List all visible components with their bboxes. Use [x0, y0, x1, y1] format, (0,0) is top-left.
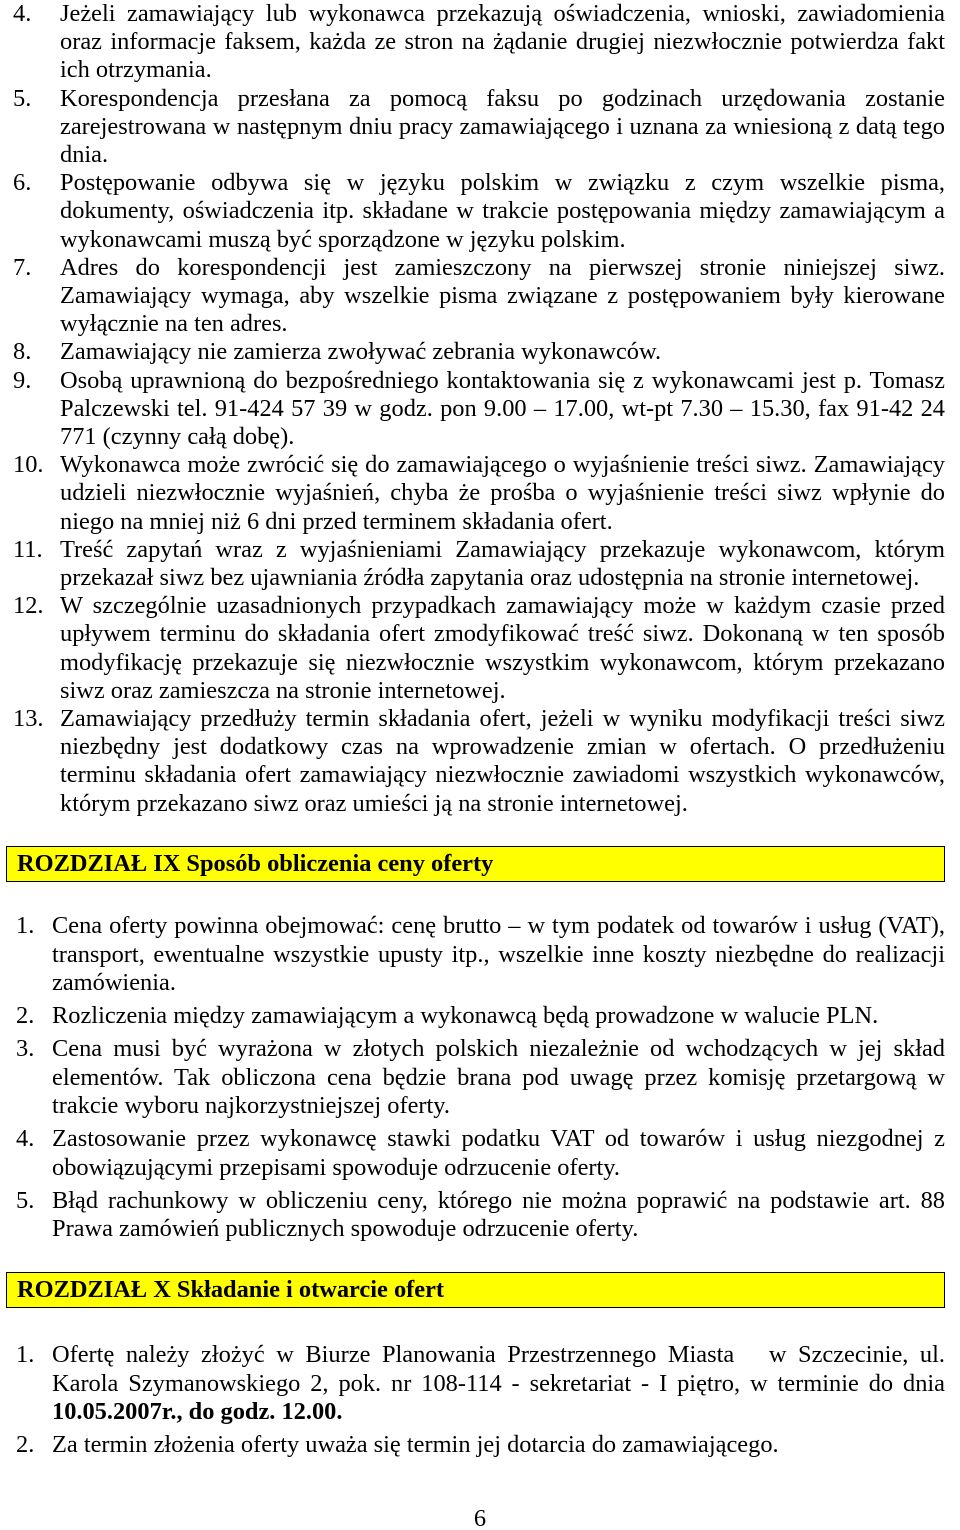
- item-number: 6.: [13, 169, 32, 197]
- item-text: Cena musi być wyrażona w złotych polskich niezależnie od wchodzących w jej skład elementów. Tak obliczona cena będzie brana pod uwagę przez komisję przetargową w trakcie wyboru najkorzystniejszej oferty.: [52, 1035, 945, 1119]
- list-item: [13, 367, 945, 452]
- list-item: [16, 1341, 952, 1427]
- page-number: 6: [473, 1505, 487, 1530]
- list-item: [13, 705, 945, 818]
- list-item: [13, 451, 945, 536]
- item-text: Za termin złożenia oferty uważa się termin jej dotarcia do zamawiającego.: [52, 1431, 779, 1458]
- item-number: 3.: [16, 1035, 35, 1062]
- item-text: Cena oferty powinna obejmować: cenę brutto – w tym podatek od towarów i usług (VAT), transport, ewentualne wszystkie upusty itp., wszelkie inne koszty niezbędne do realizacji zamówienia.: [52, 912, 945, 996]
- item-text: Rozliczenia między zamawiającym a wykonawcą będą prowadzone w walucie PLN.: [52, 1002, 879, 1029]
- item-number: 12.: [13, 592, 44, 620]
- item-text: Jeżeli zamawiający lub wykonawca przekazują oświadczenia, wnioski, zawiadomienia oraz informacje faksem, każda ze stron na żądanie drugiej niezwłocznie potwierdza fakt ich otrzymania.: [60, 0, 945, 84]
- item-text-main: Ofertę należy złożyć w Biurze Planowania Przestrzennego Miasta w Szczecinie, ul. Karola Szymanowskiego 2, pok. nr 108-114 - sekretariat - I piętro, w terminie do dnia: [52, 1341, 952, 1397]
- item-number: 11.: [13, 535, 43, 563]
- chapter-ix-heading: [6, 846, 945, 882]
- item-text: Błąd rachunkowy w obliczeniu ceny, którego nie można poprawić na podstawie art. 88 Prawa zamówień publicznych spowoduje odrzucenie oferty.: [52, 1186, 945, 1242]
- list-item: [13, 169, 945, 254]
- item-text: Postępowanie odbywa się w języku polskim w związku z czym wszelkie pisma, dokumenty, oświadczenia itp. składane w trakcie postępowania między zamawiającym a wykonawcami muszą być sporządzone w języku polskim.: [60, 169, 945, 253]
- intro-list: [13, 0, 945, 818]
- list-item: [13, 254, 945, 339]
- item-number: 10.: [13, 451, 44, 479]
- list-item: [16, 912, 945, 998]
- item-number: 5.: [13, 84, 32, 112]
- item-text: Zamawiający nie zamierza zwoływać zebrania wykonawców.: [60, 338, 662, 366]
- item-number: 7.: [13, 253, 32, 281]
- item-number: 4.: [16, 1125, 35, 1152]
- chapter-x-heading: [6, 1272, 945, 1308]
- chapter-heading-text: ROZDZIAŁ X Składanie i otwarcie ofert: [17, 1276, 445, 1303]
- list-item: [16, 1125, 945, 1182]
- list-item: [16, 1431, 945, 1460]
- item-text: Korespondencja przesłana za pomocą faksu po godzinach urzędowania zostanie zarejestrowana w następnym dniu pracy zamawiającego i uznana za wniesioną z datą tego dnia.: [60, 84, 945, 169]
- list-item: [16, 1002, 945, 1031]
- item-text: Treść zapytań wraz z wyjaśnieniami Zamawiający przekazuje wykonawcom, którym przekazał siwz bez ujawniania źródła zapytania oraz udostępnia na stronie internetowej.: [60, 535, 945, 592]
- item-number: 1.: [16, 912, 35, 939]
- item-number: 8.: [13, 338, 32, 366]
- item-text: Wykonawca może zwrócić się do zamawiającego o wyjaśnienie treści siwz. Zamawiający udzieli niezwłocznie wyjaśnień, chyba że prośba o wyjaśnienie treści siwz wpłynie do niego na mniej niż 6 dni przed terminem składania ofert.: [60, 451, 945, 535]
- item-text: Adres do korespondencji jest zamieszczony na pierwszej stronie niniejszej siwz. Zamawiający wymaga, aby wszelkie pisma związane z postępowaniem były kierowane wyłącznie na ten adres.: [60, 253, 945, 338]
- item-number: 5.: [16, 1186, 35, 1214]
- chapter-x-list: [16, 1341, 952, 1464]
- item-text: Osobą uprawnioną do bezpośredniego kontaktowania się z wykonawcami jest p. Tomasz Palczewski tel. 91-424 57 39 w godz. pon 9.00 – 17.00, wt-pt 7.30 – 15.30, fax 91-42 24 771 (czynny całą dobę).: [60, 366, 945, 451]
- item-text: W szczególnie uzasadnionych przypadkach zamawiający może w każdym czasie przed upływem terminu do składania ofert zmodyfikować treść siwz. Dokonaną w ten sposób modyfikację przekazuje się niezwłocznie wszystkim wykonawcom, którym przekazano siwz oraz zamieszcza na stronie internetowej.: [60, 592, 945, 704]
- item-text: Zastosowanie przez wykonawcę stawki podatku VAT od towarów i usług niezgodnej z obowiązującymi przepisami spowoduje odrzucenie oferty.: [52, 1125, 945, 1181]
- item-text: [52, 1341, 952, 1427]
- list-item: [13, 0, 945, 85]
- list-item: [13, 536, 945, 592]
- chapter-ix-list: [16, 912, 945, 1248]
- item-number: 2.: [16, 1431, 35, 1458]
- list-item: [13, 592, 945, 705]
- chapter-heading-text: ROZDZIAŁ IX Sposób obliczenia ceny oferty: [17, 850, 494, 877]
- item-number: 1.: [16, 1341, 35, 1368]
- item-number: 9.: [13, 366, 32, 394]
- item-number: 4.: [13, 0, 32, 27]
- list-item: [13, 338, 945, 366]
- list-item: [13, 85, 945, 170]
- list-item: [16, 1035, 945, 1121]
- list-item: [16, 1187, 945, 1244]
- item-number: 2.: [16, 1002, 35, 1029]
- item-text: Zamawiający przedłuży termin składania ofert, jeżeli w wyniku modyfikacji treści siwz niezbędny jest dodatkowy czas na wprowadzenie zmian w ofertach. O przedłużeniu terminu składania ofert zamawiający niezwłocznie zawiadomi wszystkich wykonawców, którym przekazano siwz oraz umieści ją na stronie internetowej.: [60, 705, 945, 817]
- item-number: 13.: [13, 705, 44, 733]
- submission-deadline: 10.05.2007r., do godz. 12.00.: [52, 1398, 343, 1425]
